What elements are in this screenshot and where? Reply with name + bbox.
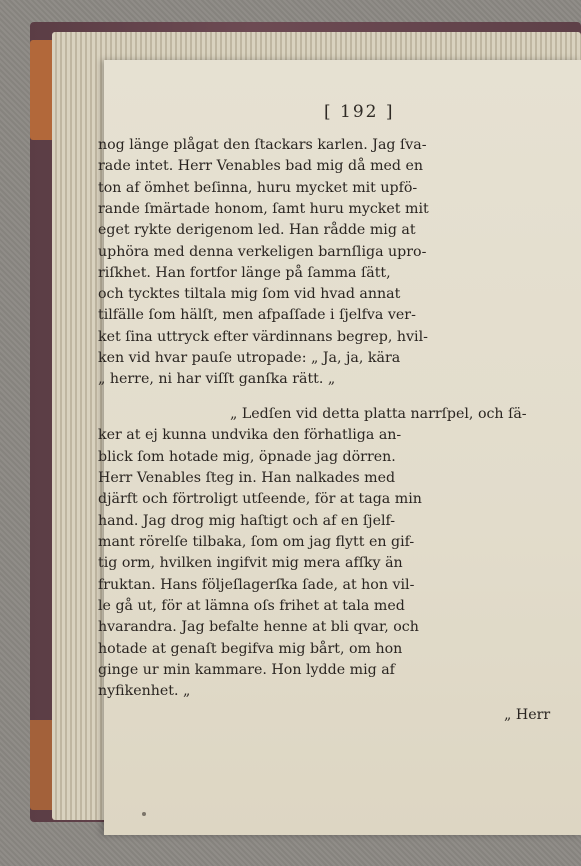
cover-corner-leather-bottom	[30, 720, 52, 810]
text-line: djärft och förtroligt utſeende, för at taga min	[98, 491, 422, 507]
text-line: ket ſina uttryck efter värdinnans begrep, hvil-	[98, 329, 428, 345]
text-line: uphöra med denna verkeligen barnſliga upro-	[98, 244, 427, 260]
text-line: tilfälle ſom hälſt, men afpaſſade i ſjelfva ver-	[98, 307, 416, 323]
catchword: „ Herr	[504, 707, 551, 723]
text-line: hotade at genaſt begifva mig bårt, om hon	[98, 641, 403, 657]
cover-corner-leather	[30, 40, 52, 140]
text-line: rande ſmärtade honom, ſamt huru mycket mit	[98, 201, 429, 217]
text-line: le gå ut, för at lämna oſs frihet at tala med	[98, 598, 405, 614]
text-line: riſkhet. Han fortfor länge på ſamma ſätt,	[98, 265, 391, 281]
text-line: hand. Jag drog mig haſtigt och af en ſjelf-	[98, 513, 396, 529]
text-line: Herr Venables ſteg in. Han nalkades med	[98, 470, 396, 486]
page-number: [ 192 ]	[324, 102, 395, 122]
text-line: eget rykte derigenom led. Han rådde mig at	[98, 222, 416, 238]
text-line: ken vid hvar pauſe utropade: „ Ja, ja, kära	[98, 350, 401, 366]
text-line: nog länge plågat den ſtackars karlen. Jag ſva-	[98, 137, 427, 153]
text-line: hvarandra. Jag befalte henne at bli qvar, och	[98, 619, 419, 635]
text-line: ton af ömhet beſinna, huru mycket mit upfö-	[98, 180, 418, 196]
text-line: ginge ur min kammare. Hon lydde mig af	[98, 662, 395, 678]
text-line: nyfikenhet. „	[98, 683, 191, 699]
text-line: och tycktes tiltala mig ſom vid hvad annat	[98, 286, 401, 302]
text-line: fruktan. Hans följeſlagerſka ſade, at hon vil-	[98, 577, 415, 593]
text-line: „ herre, ni har viſſt ganſka rätt. „	[98, 371, 336, 387]
text-line: „ Ledſen vid detta platta narrſpel, och ſä-	[230, 406, 527, 422]
text-line: mant rörelſe tilbaka, ſom om jag flytt en gif-	[98, 534, 415, 550]
text-line: ker at ej kunna undvika den förhatliga an-	[98, 427, 402, 443]
text-line: tig orm, hvilken ingifvit mig mera afſky än	[98, 555, 403, 571]
text-line: blick ſom hotade mig, öpnade jag dörren.	[98, 449, 396, 465]
text-line: rade intet. Herr Venables bad mig då med en	[98, 158, 424, 174]
paper-speck	[142, 812, 146, 816]
